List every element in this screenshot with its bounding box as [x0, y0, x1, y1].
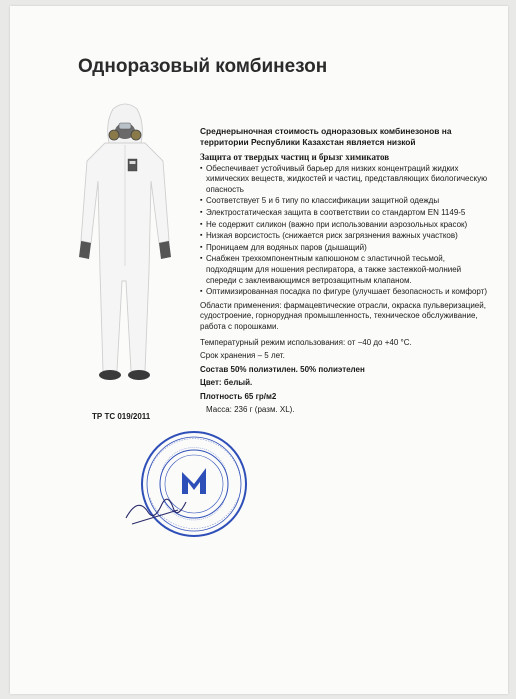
- temperature-text: Температурный режим использования: от −40 до +40 °С.: [200, 337, 412, 347]
- list-item: ▪ Электростатическая защита в соответствии со стандартом EN 1149-5: [200, 208, 490, 219]
- list-item: ▪ Проницаем для водяных паров (дышащий): [200, 243, 490, 254]
- shelf-life-text: Срок хранения – 5 лет.: [200, 351, 285, 361]
- density-text: Плотность 65 гр/м2: [200, 391, 277, 401]
- price-heading: Среднерыночная стоимость одноразовых комбинезонов на территории Республики Казахстан является низкой: [200, 126, 452, 147]
- list-item: ▪ Соответствует 5 и 6 типу по классификации защитной одежды: [200, 196, 490, 207]
- certificate-label: ТР ТС 019/2011: [92, 412, 151, 421]
- page-title: Одноразовый комбинезон: [78, 56, 328, 77]
- coverall-photo: [65, 101, 185, 401]
- color-text: Цвет: белый.: [200, 378, 253, 388]
- composition-text: Состав 50% полиэтилен. 50% полиэтелен: [200, 364, 365, 374]
- section-title: Защита от твердых частиц и брызг химикатов: [200, 152, 390, 162]
- list-item: ▪ Оптимизированная посадка по фигуре (улучшает безопасность и комфорт): [200, 287, 490, 298]
- mass-text: Масса: 236 г (разм. XL).: [206, 405, 295, 415]
- application-text: Области применения: фармацевтические отрасли, окраска пульверизацией, судостроение, горнорудная промышленность, техническое обслуживание, работа с порошками.: [200, 300, 486, 331]
- stamp-logo-icon: [182, 468, 206, 494]
- company-stamp: [118, 426, 258, 546]
- list-item: ▪ Снабжен трехкомпонентным капюшоном с эластичной тесьмой, подходящим для ношения респиратора, а также застежкой-молнией спереди с заклеивающимся ветрозащитным клапаном.: [200, 254, 490, 286]
- product-description: [200, 126, 490, 416]
- feature-list: [200, 164, 490, 298]
- document-page: [10, 6, 508, 694]
- list-item: ▪ Обеспечивает устойчивый барьер для низких концентраций жидких химических веществ, жидкостей и частиц, представляющих биологическую опасность: [200, 164, 490, 196]
- list-item: ▪ Низкая ворсистость (снижается риск загрязнения важных участков): [200, 231, 490, 242]
- list-item: ▪ Не содержит силикон (важно при использовании аэрозольных красок): [200, 220, 490, 231]
